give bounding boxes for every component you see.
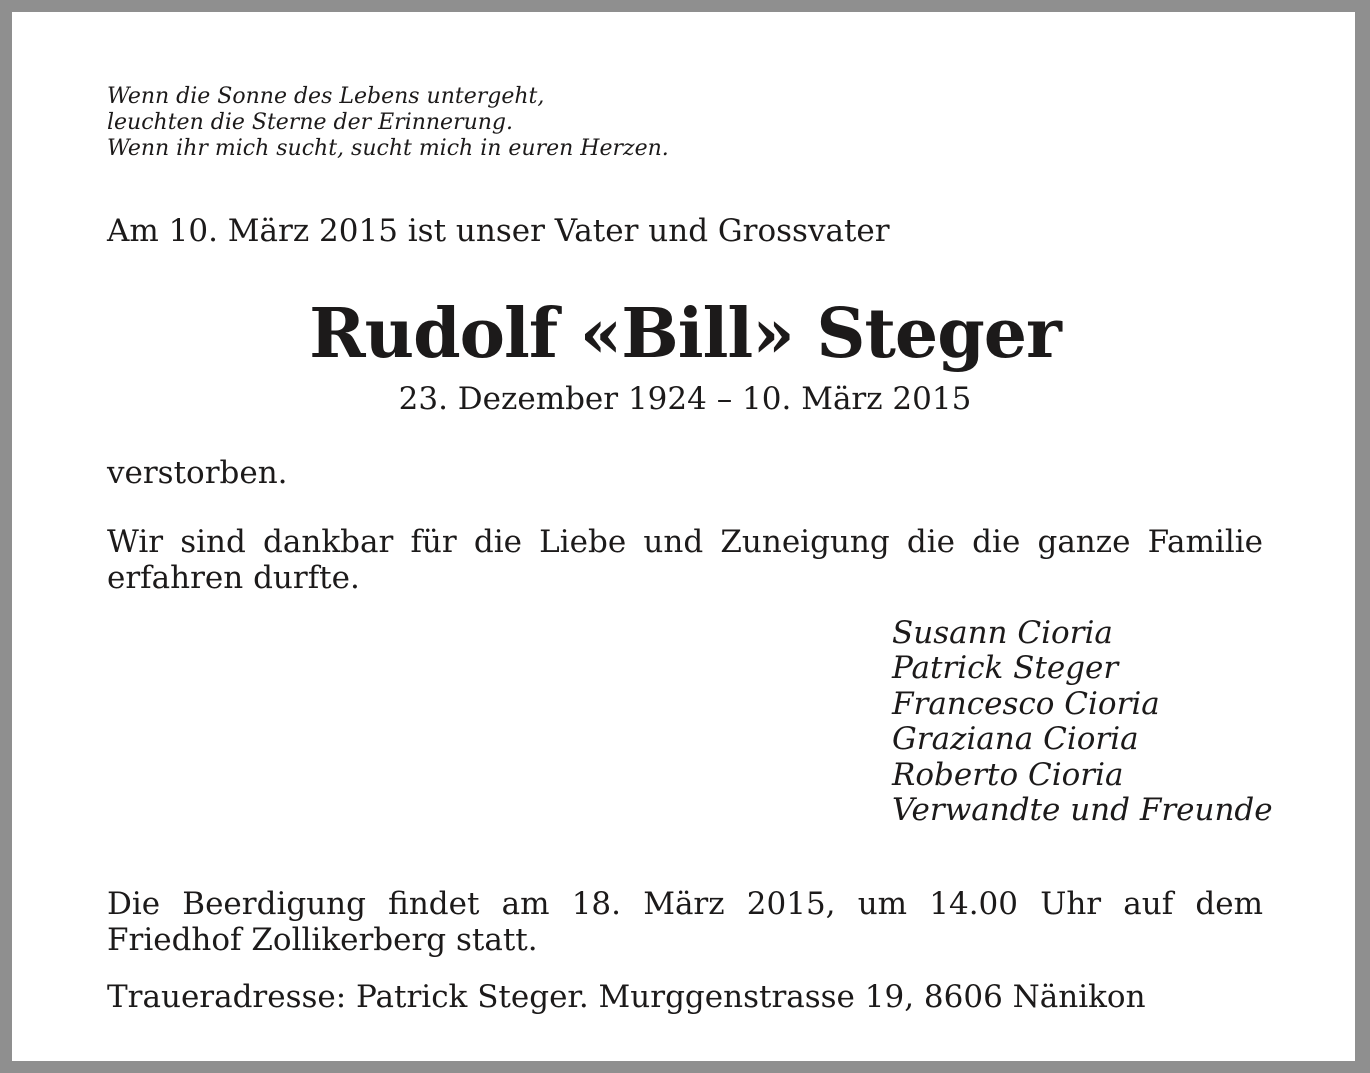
obituary-page [12,12,1355,1061]
poem-line-2: leuchten die Sterne der Erinnerung. [107,110,514,135]
signers-list [892,616,1273,828]
signer-name: Francesco Cioria [892,685,1160,722]
memorial-poem [107,84,1007,162]
signer-name: Roberto Cioria [892,756,1124,793]
life-dates: 23. Dezember 1924 – 10. März 2015 [398,381,972,417]
funeral-info: Die Beerdigung findet am 18. März 2015, um 14.00 Uhr auf dem Friedhof Zollikerberg statt. [107,886,1263,958]
mourning-address: Traueradresse: Patrick Steger. Murggenstrasse 19, 8606 Nänikon [107,979,1146,1015]
gratitude-text: Wir sind dankbar für die Liebe und Zuneigung die die ganze Familie erfahren durfte. [107,524,1263,596]
intro-text: Am 10. März 2015 ist unser Vater und Grossvater [107,213,890,249]
passed-text: verstorben. [107,455,288,491]
deceased-name: Rudolf «Bill» Steger [309,294,1061,374]
signer-name: Verwandte und Freunde [892,792,1273,829]
signer-name: Patrick Steger [892,650,1119,687]
signer-name: Susann Cioria [892,615,1113,651]
poem-line-1: Wenn die Sonne des Lebens untergeht, [107,84,545,109]
poem-line-3: Wenn ihr mich sucht, sucht mich in euren Herzen. [107,136,669,161]
signer-name: Graziana Cioria [892,721,1139,758]
